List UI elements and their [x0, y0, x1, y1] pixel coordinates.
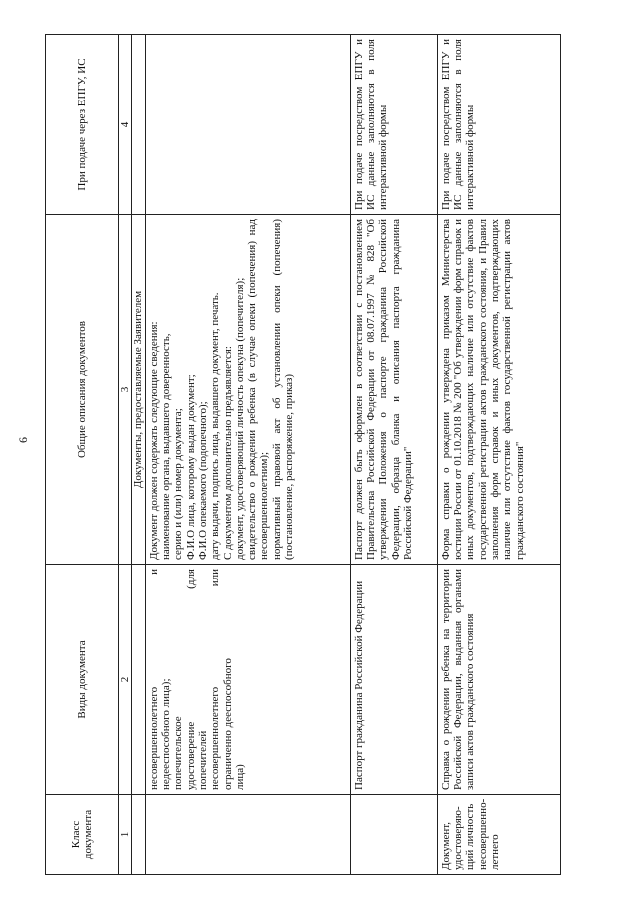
header-class: Класс документа: [46, 795, 119, 875]
column-number: 1: [119, 795, 132, 875]
types-line: попечителей: [196, 730, 209, 790]
cell-epgu: При подаче посредством ЕПГУ и ИС данные заполняются в поля интерактивной формы: [437, 35, 560, 215]
table-row: [437, 35, 560, 875]
section-spacer: [132, 565, 145, 795]
cell-class: [350, 795, 437, 875]
header-epgu: При подаче через ЕПГУ, ИС: [46, 35, 119, 215]
types-text: несовершеннолетнего: [209, 686, 222, 790]
page-number: 6: [16, 437, 30, 443]
types-line: недееспособного лица);: [159, 678, 172, 790]
desc-line: документ, удостоверяющий личность опекуна (попечителя);: [233, 277, 246, 560]
types-line: попечительское: [172, 716, 185, 790]
types-line: лица): [233, 764, 246, 790]
header-descriptions: Общие описания документов: [46, 215, 119, 565]
document-sheet: [45, 35, 565, 875]
header-types: Виды документа: [46, 565, 119, 795]
types-line: [148, 569, 160, 790]
table-row: [350, 35, 437, 875]
cell-description: Форма справки о рождении утверждена приказом Министерства юстиции России от 01.10.2018 № 200 "Об утверждении форм справок и иных документов, подтверждающих наличие или отсутствие фактов государственной регистрации актов гражданского состояния, и Правил заполнения форм справок и иных документов, подтверждающих наличие или отсутствие фактов государственной регистрации актов гражданского состояния": [437, 215, 560, 565]
types-line: [185, 569, 197, 790]
cell-types: Справка о рождении ребенка на территории Российской Федерации, выданная органами записи актов гражданского состояния: [437, 565, 560, 795]
cell-class: [145, 795, 350, 875]
column-number: 2: [119, 565, 132, 795]
header-row: [46, 35, 119, 875]
types-text: или: [209, 569, 222, 587]
cell-description: Паспорт должен быть оформлен в соответствии с постановлением Правительства Российской Федерации от 08.07.1997 № 828 "Об утверждении Положения о паспорте гражданина Российской Федерации, образца бланка и описания паспорта гражданина Российской Федерации": [350, 215, 437, 565]
section-spacer: [132, 35, 145, 215]
cell-class: Документ, удостоверяю-щий личность несовершенно-летнего: [437, 795, 560, 875]
cell-types: Паспорт гражданина Российской Федерации: [350, 565, 437, 795]
types-line: ограниченно дееспособного: [221, 658, 234, 790]
section-spacer: [132, 795, 145, 875]
column-number: 4: [119, 35, 132, 215]
cell-types: [145, 565, 350, 795]
cell-description: [145, 215, 350, 565]
types-text: удостоверение: [184, 721, 197, 790]
types-line: [209, 569, 221, 790]
section-title: Документы, предоставляемые Заявителем: [132, 215, 145, 565]
table-row: [145, 35, 350, 875]
cell-epgu: [145, 35, 350, 215]
desc-line: свидетельство о рождении ребенка (в случае опеки (попечения) над несовершеннолетним);: [246, 219, 271, 560]
desc-line: нормативный правовой акт об установлении опеки (попечения) (постановление, распоряжение, приказ): [270, 219, 296, 560]
column-number: 3: [119, 215, 132, 565]
desc-line: серию и (или) номер документа;: [172, 408, 185, 560]
desc-line: Ф.И.О опекаемого (подопечного);: [196, 401, 209, 560]
desc-line: Документ должен содержать следующие сведения:: [147, 321, 160, 560]
column-number-row: [119, 35, 132, 875]
desc-line: С документом дополнительно предъявляется:: [221, 346, 234, 560]
types-text: (для: [184, 569, 197, 589]
desc-line: наименование органа, выдавшего доверенность,: [159, 333, 172, 560]
types-text: и: [147, 569, 160, 575]
types-text: несовершеннолетнего: [147, 686, 160, 790]
desc-line: Ф.И.О лица, которому выдан документ;: [184, 374, 197, 560]
desc-line: дату выдачи, подпись лица, выдавшего документ, печать.: [209, 292, 222, 560]
section-row: [132, 35, 145, 875]
cell-epgu: При подаче посредством ЕПГУ и ИС данные заполняются в поля интерактивной формы: [350, 35, 437, 215]
documents-table: [45, 34, 561, 875]
